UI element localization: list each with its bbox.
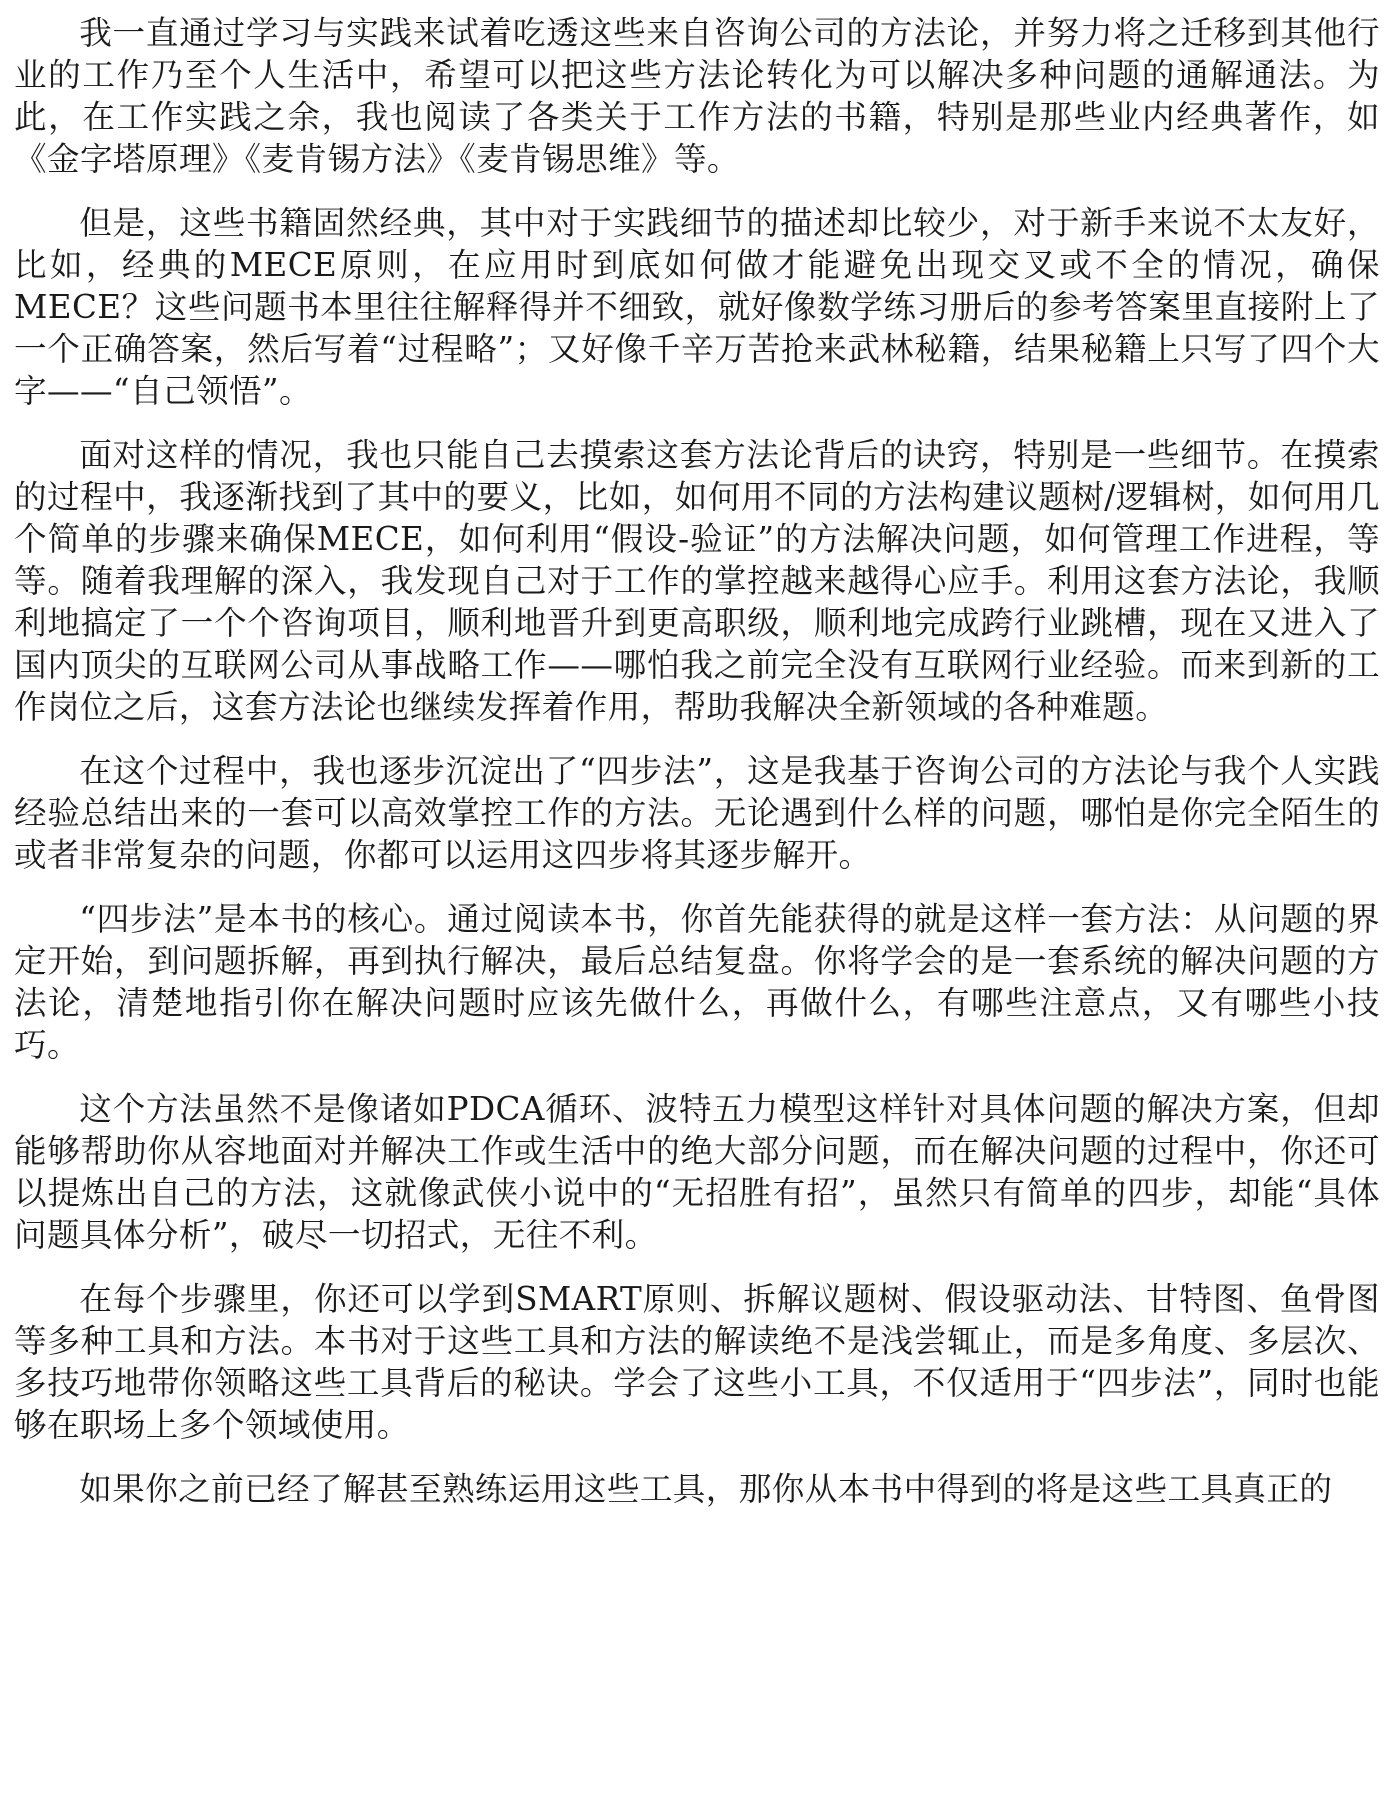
paragraph-3: 面对这样的情况，我也只能自己去摸索这套方法论背后的诀窍，特别是一些细节。在摸索的过程中，我逐渐找到了其中的要义，比如，如何用不同的方法构建议题树/逻辑树，如何用几个简单的步骤来确保MECE，如何利用“假设-验证”的方法解决问题，如何管理工作进程，等等。随着我理解的深入，我发现自己对于工作的掌控越来越得心应手。利用这套方法论，我顺利地搞定了一个个咨询项目，顺利地晋升到更高职级，顺利地完成跨行业跳槽，现在又进入了国内顶尖的互联网公司从事战略工作——哪怕我之前完全没有互联网行业经验。而来到新的工作岗位之后，这套方法论也继续发挥着作用，帮助我解决全新领域的各种难题。 (14, 436, 1380, 726)
document-page (14, 0, 1380, 1800)
paragraph-6: 这个方法虽然不是像诸如PDCA循环、波特五力模型这样针对具体问题的解决方案，但却能够帮助你从容地面对并解决工作或生活中的绝大部分问题，而在解决问题的过程中，你还可以提炼出自己的方法，这就像武侠小说中的“无招胜有招”，虽然只有简单的四步，却能“具体问题具体分析”，破尽一切招式，无往不利。 (14, 1090, 1380, 1254)
paragraph-5: “四步法”是本书的核心。通过阅读本书，你首先能获得的就是这样一套方法：从问题的界定开始，到问题拆解，再到执行解决，最后总结复盘。你将学会的是一套系统的解决问题的方法论，清楚地指引你在解决问题时应该先做什么，再做什么，有哪些注意点，又有哪些小技巧。 (14, 900, 1380, 1064)
paragraph-2: 但是，这些书籍固然经典，其中对于实践细节的描述却比较少，对于新手来说不太友好，比如，经典的MECE原则，在应用时到底如何做才能避免出现交叉或不全的情况，确保MECE？这些问题书本里往往解释得并不细致，就好像数学练习册后的参考答案里直接附上了一个正确答案，然后写着“过程略”；又好像千辛万苦抢来武林秘籍，结果秘籍上只写了四个大字——“自己领悟”。 (14, 204, 1380, 410)
paragraph-8: 如果你之前已经了解甚至熟练运用这些工具，那你从本书中得到的将是这些工具真正的 (79, 1470, 1333, 1508)
paragraph-4: 在这个过程中，我也逐步沉淀出了“四步法”，这是我基于咨询公司的方法论与我个人实践经验总结出来的一套可以高效掌控工作的方法。无论遇到什么样的问题，哪怕是你完全陌生的或者非常复杂的问题，你都可以运用这四步将其逐步解开。 (14, 752, 1380, 874)
paragraph-1: 我一直通过学习与实践来试着吃透这些来自咨询公司的方法论，并努力将之迁移到其他行业的工作乃至个人生活中，希望可以把这些方法论转化为可以解决多种问题的通解通法。为此，在工作实践之余，我也阅读了各类关于工作方法的书籍，特别是那些业内经典著作，如《金字塔原理》《麦肯锡方法》《麦肯锡思维》等。 (14, 14, 1380, 178)
paragraph-7: 在每个步骤里，你还可以学到SMART原则、拆解议题树、假设驱动法、甘特图、鱼骨图等多种工具和方法。本书对于这些工具和方法的解读绝不是浅尝辄止，而是多角度、多层次、多技巧地带你领略这些工具背后的秘诀。学会了这些小工具，不仅适用于“四步法”，同时也能够在职场上多个领域使用。 (14, 1280, 1380, 1444)
